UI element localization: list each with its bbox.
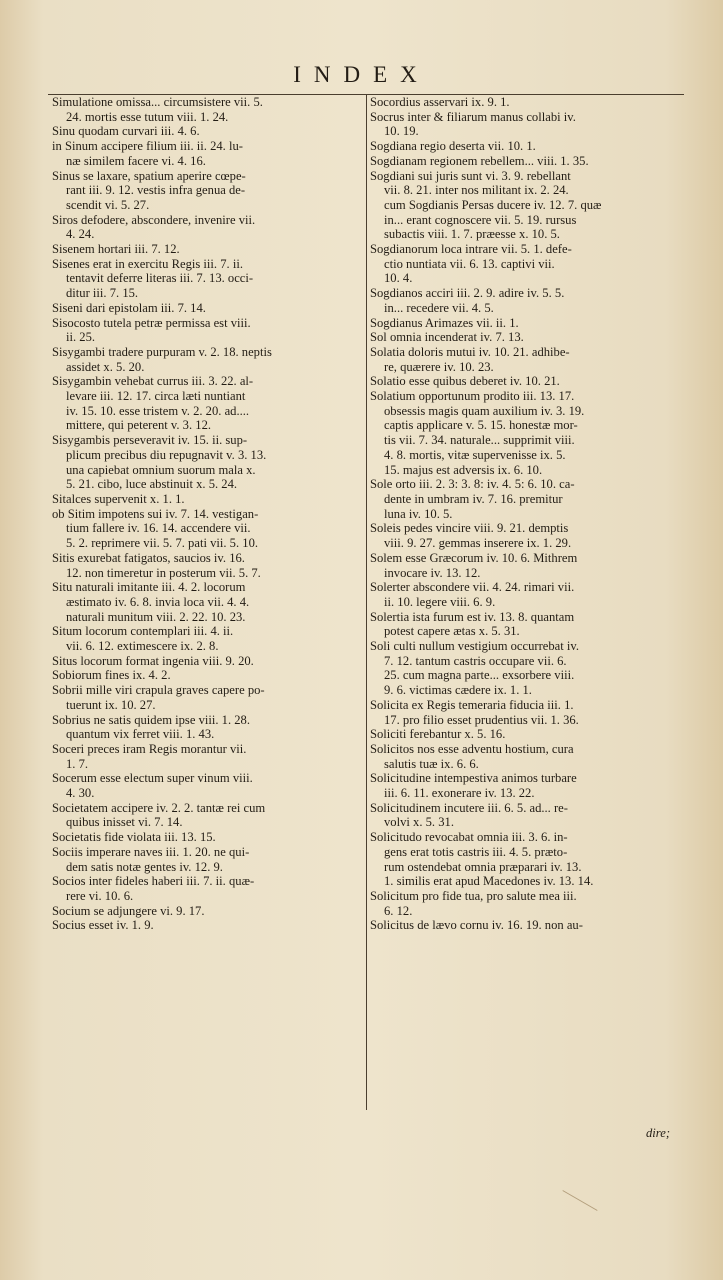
entry-continuation-line: ii. 25. xyxy=(66,330,96,345)
entry-line: Sobiorum fines ix. 4. 2. xyxy=(52,668,171,683)
entry-line: Situs locorum format ingenia viii. 9. 20. xyxy=(52,653,254,668)
entry-line: Solicita ex Regis temeraria fiducia iii. 1. xyxy=(370,697,574,712)
entry-line: Sobrius ne satis quidem ipse viii. 1. 28. xyxy=(52,712,250,727)
entry-line: Situ naturali imitante iii. 4. 2. locorum xyxy=(52,580,246,595)
entry-line: Solicitudinem incutere iii. 6. 5. ad... re- xyxy=(370,800,568,815)
entry-continuation-line: 1. similis erat apud Macedones iv. 13. 14. xyxy=(384,874,594,889)
entry-line: Solicitos nos esse adventu hostium, cura xyxy=(370,741,574,756)
index-entry xyxy=(370,110,682,139)
entry-line: Situm locorum contemplari iii. 4. ii. xyxy=(52,624,234,639)
index-entry xyxy=(370,477,682,521)
entry-continuation-line: tuerunt ix. 10. 27. xyxy=(66,697,156,712)
entry-line: Sitis exurebat fatigatos, saucios iv. 16. xyxy=(52,550,245,565)
entry-continuation-line: assidet x. 5. 20. xyxy=(66,359,145,374)
entry-continuation-line: næ similem facere vi. 4. 16. xyxy=(66,153,206,168)
entry-line: Solatio esse quibus deberet iv. 10. 21. xyxy=(370,374,560,389)
entry-continuation-line: dente in umbram iv. 7. 16. premitur xyxy=(384,491,563,506)
entry-line: Sisygambin vehebat currus iii. 3. 22. al- xyxy=(52,374,254,389)
entry-continuation-line: 7. 12. tantum castris occupare vii. 6. xyxy=(384,653,567,668)
entry-line: Societatem accipere iv. 2. 2. tantæ rei cum xyxy=(52,800,266,815)
entry-continuation-line: salutis tuæ ix. 6. 6. xyxy=(384,756,479,771)
entry-continuation-line: rere vi. 10. 6. xyxy=(66,888,134,903)
index-entry xyxy=(370,521,682,550)
entry-line: Siros defodere, abscondere, invenire vii. xyxy=(52,212,256,227)
entry-line: Simulatione omissa... circumsistere vii. 5. xyxy=(52,95,263,109)
entry-line: in Sinum accipere filium iii. ii. 24. lu- xyxy=(52,139,243,154)
entry-continuation-line: plicum precibus diu repugnavit v. 3. 13. xyxy=(66,447,267,462)
index-entry xyxy=(52,624,357,653)
entry-continuation-line: 9. 6. victimas cædere ix. 1. 1. xyxy=(384,683,532,698)
entry-continuation-line: dem satis notæ gentes iv. 12. 9. xyxy=(66,859,223,874)
entry-line: Soli culti nullum vestigium occurrebat iv. xyxy=(370,639,580,654)
entry-continuation-line: re, quærere iv. 10. 23. xyxy=(384,359,494,374)
entry-line: Sogdianam regionem rebellem... viii. 1. 35. xyxy=(370,153,589,168)
entry-line: Sogdiani sui juris sunt vi. 3. 9. rebellant xyxy=(370,168,571,183)
entry-continuation-line: quantum vix ferret viii. 1. 43. xyxy=(66,727,215,742)
entry-line: Sitalces supervenit x. 1. 1. xyxy=(52,491,185,506)
index-entry xyxy=(52,845,357,874)
entry-continuation-line: subactis viii. 1. 7. præesse x. 10. 5. xyxy=(384,227,560,242)
index-entry xyxy=(370,801,682,830)
entry-line: ob Sitim impotens sui iv. 7. 14. vestigan- xyxy=(52,506,259,521)
index-entry xyxy=(370,242,682,286)
index-entry xyxy=(52,742,357,771)
entry-line: Soceri preces iram Regis morantur vii. xyxy=(52,741,247,756)
entry-continuation-line: cum Sogdianis Persas ducere iv. 12. 7. quæ xyxy=(384,197,602,212)
entry-continuation-line: vii. 8. 21. inter nos militant ix. 2. 24. xyxy=(384,183,569,198)
index-entry xyxy=(52,301,357,316)
entry-continuation-line: iv. 15. 10. esse tristem v. 2. 20. ad.... xyxy=(66,403,250,418)
index-entry xyxy=(370,154,682,169)
entry-line: Sobrii mille viri crapula graves capere po- xyxy=(52,683,265,698)
entry-line: Solicitum pro fide tua, pro salute mea iii. xyxy=(370,888,577,903)
entry-line: Socerum esse electum super vinum viii. xyxy=(52,771,253,786)
entry-line: Sinus se laxare, spatium aperire cœpe- xyxy=(52,168,246,183)
entry-line: Soleis pedes vincire viii. 9. 21. demptis xyxy=(370,521,569,536)
index-entry xyxy=(370,330,682,345)
page-title: INDEX xyxy=(293,62,430,87)
index-entry xyxy=(52,683,357,712)
index-entry xyxy=(52,95,357,124)
entry-line: Soliciti ferebantur x. 5. 16. xyxy=(370,727,506,742)
entry-continuation-line: 4. 30. xyxy=(66,786,95,801)
entry-line: Sogdiana regio deserta vii. 10. 1. xyxy=(370,139,536,154)
entry-continuation-line: 25. cum magna parte... exsorbere viii. xyxy=(384,668,575,683)
entry-continuation-line: tis vii. 7. 34. naturale... supprimit viii. xyxy=(384,433,575,448)
entry-line: Sisygambis perseveravit iv. 15. ii. sup- xyxy=(52,433,248,448)
entry-continuation-line: ctio nuntiata vii. 6. 13. captivi vii. xyxy=(384,256,555,271)
index-entry xyxy=(370,95,682,110)
index-entry xyxy=(370,551,682,580)
index-entry xyxy=(52,551,357,580)
entry-line: Sisygambi tradere purpuram v. 2. 18. neptis xyxy=(52,344,272,359)
entry-continuation-line: levare iii. 12. 17. circa læti nuntiant xyxy=(66,389,246,404)
index-entry xyxy=(370,286,682,315)
index-entry xyxy=(52,830,357,845)
entry-line: Sinu quodam curvari iii. 4. 6. xyxy=(52,124,200,139)
entry-continuation-line: luna iv. 10. 5. xyxy=(384,506,453,521)
index-entry xyxy=(52,874,357,903)
index-entry xyxy=(52,139,357,168)
entry-continuation-line: æstimato iv. 6. 8. invia loca vii. 4. 4. xyxy=(66,594,250,609)
index-entry xyxy=(52,507,357,551)
index-entry xyxy=(52,668,357,683)
entry-line: Sogdianos acciri iii. 2. 9. adire iv. 5. 5. xyxy=(370,286,565,301)
index-entry xyxy=(52,124,357,139)
entry-line: Sogdianus Arimazes vii. ii. 1. xyxy=(370,315,519,330)
entry-continuation-line: invocare iv. 13. 12. xyxy=(384,565,481,580)
paper-crease xyxy=(562,1190,597,1211)
index-entry xyxy=(52,713,357,742)
entry-line: Solem esse Græcorum iv. 10. 6. Mithrem xyxy=(370,550,578,565)
entry-line: Socrus inter & filiarum manus collabi iv. xyxy=(370,109,576,124)
entry-continuation-line: viii. 9. 27. gemmas inserere ix. 1. 29. xyxy=(384,536,572,551)
entry-continuation-line: in... erant cognoscere vii. 5. 19. rursus xyxy=(384,212,577,227)
entry-continuation-line: una capiebat omnium suorum mala x. xyxy=(66,462,256,477)
index-entry xyxy=(52,242,357,257)
index-entry xyxy=(52,374,357,433)
entry-continuation-line: ditur iii. 7. 15. xyxy=(66,286,139,301)
entry-line: Solicitudine intempestiva animos turbare xyxy=(370,771,577,786)
entry-continuation-line: mittere, qui peterent v. 3. 12. xyxy=(66,418,212,433)
entry-line: Siseni dari epistolam iii. 7. 14. xyxy=(52,300,206,315)
entry-continuation-line: 5. 2. reprimere vii. 5. 7. pati vii. 5. 10. xyxy=(66,536,259,551)
index-column-left xyxy=(52,95,357,933)
index-entry xyxy=(370,389,682,477)
catchword: dire; xyxy=(646,1126,671,1140)
entry-line: Solerter abscondere vii. 4. 24. rimari vii. xyxy=(370,580,575,595)
index-entry xyxy=(52,801,357,830)
entry-continuation-line: 10. 4. xyxy=(384,271,413,286)
entry-continuation-line: 17. pro filio esset prudentius vii. 1. 36. xyxy=(384,712,579,727)
index-entry xyxy=(370,918,682,933)
entry-continuation-line: 4. 8. mortis, vitæ supervenisse ix. 5. xyxy=(384,447,566,462)
index-entry xyxy=(370,698,682,727)
entry-continuation-line: volvi x. 5. 31. xyxy=(384,815,454,830)
index-entry xyxy=(370,771,682,800)
entry-continuation-line: potest capere ætas x. 5. 31. xyxy=(384,624,520,639)
entry-line: Sisenes erat in exercitu Regis iii. 7. ii. xyxy=(52,256,243,271)
entry-continuation-line: iii. 6. 11. exonerare iv. 13. 22. xyxy=(384,786,535,801)
index-entry xyxy=(52,257,357,301)
index-entry xyxy=(370,889,682,918)
entry-line: Societatis fide violata iii. 13. 15. xyxy=(52,830,216,845)
index-column-right xyxy=(370,95,682,933)
index-entry xyxy=(370,345,682,374)
index-entry xyxy=(370,830,682,889)
column-divider xyxy=(366,95,367,1110)
entry-line: Solatium opportunum prodito iii. 13. 17. xyxy=(370,389,575,404)
entry-continuation-line: rant iii. 9. 12. vestis infra genua de- xyxy=(66,183,246,198)
entry-continuation-line: obsessis magis quam auxilium iv. 3. 19. xyxy=(384,403,585,418)
entry-line: Solicitudo revocabat omnia iii. 3. 6. in- xyxy=(370,830,568,845)
entry-line: Sol omnia incenderat iv. 7. 13. xyxy=(370,330,524,345)
entry-line: Socium se adjungere vi. 9. 17. xyxy=(52,903,205,918)
index-entry xyxy=(52,492,357,507)
entry-continuation-line: gens erat totis castris iii. 4. 5. præto- xyxy=(384,844,568,859)
index-entry xyxy=(370,742,682,771)
index-entry xyxy=(370,639,682,698)
index-entry xyxy=(370,374,682,389)
entry-continuation-line: 24. mortis esse tutum viii. 1. 24. xyxy=(66,109,229,124)
entry-continuation-line: 6. 12. xyxy=(384,903,413,918)
entry-continuation-line: tium fallere iv. 16. 14. accendere vii. xyxy=(66,521,251,536)
index-entry xyxy=(52,771,357,800)
index-entry xyxy=(52,316,357,345)
index-entry xyxy=(52,169,357,213)
entry-continuation-line: 10. 19. xyxy=(384,124,419,139)
index-entry xyxy=(370,139,682,154)
entry-continuation-line: tentavit deferre literas iii. 7. 13. occi- xyxy=(66,271,254,286)
entry-line: Socios inter fideles haberi iii. 7. ii. quæ- xyxy=(52,874,255,889)
entry-line: Solatia doloris mutui iv. 10. 21. adhibe- xyxy=(370,344,570,359)
index-entry xyxy=(370,727,682,742)
index-entry xyxy=(52,918,357,933)
entry-continuation-line: 5. 21. cibo, luce abstinuit x. 5. 24. xyxy=(66,477,238,492)
entry-continuation-line: naturali munitum viii. 2. 22. 10. 23. xyxy=(66,609,246,624)
index-entry xyxy=(370,610,682,639)
entry-line: Sisocosto tutela petræ permissa est viii. xyxy=(52,315,251,330)
index-entry xyxy=(370,169,682,243)
entry-line: Sociis imperare naves iii. 1. 20. ne qui- xyxy=(52,844,250,859)
entry-continuation-line: 12. non timeretur in posterum vii. 5. 7. xyxy=(66,565,261,580)
entry-continuation-line: quibus inisset vi. 7. 14. xyxy=(66,815,183,830)
entry-continuation-line: 1. 7. xyxy=(66,756,89,771)
entry-line: Sole orto iii. 2. 3: 3. 8: iv. 4. 5: 6. 10. ca- xyxy=(370,477,575,492)
entry-continuation-line: captis applicare v. 5. 15. honestæ mor- xyxy=(384,418,578,433)
entry-continuation-line: scendit vi. 5. 27. xyxy=(66,197,150,212)
entry-line: Solicitus de lævo cornu iv. 16. 19. non au- xyxy=(370,918,583,933)
index-entry xyxy=(52,580,357,624)
index-entry xyxy=(52,213,357,242)
entry-continuation-line: 4. 24. xyxy=(66,227,95,242)
entry-continuation-line: 15. majus est adversis ix. 6. 10. xyxy=(384,462,543,477)
entry-line: Solertia ista furum est iv. 13. 8. quantam xyxy=(370,609,575,624)
index-entry xyxy=(370,316,682,331)
entry-continuation-line: rum ostendebat omnia præparari iv. 13. xyxy=(384,859,582,874)
entry-line: Sogdianorum loca intrare vii. 5. 1. defe- xyxy=(370,242,572,257)
entry-line: Socordius asservari ix. 9. 1. xyxy=(370,95,510,109)
index-entry xyxy=(52,345,357,374)
entry-continuation-line: ii. 10. legere viii. 6. 9. xyxy=(384,594,496,609)
entry-continuation-line: in... recedere vii. 4. 5. xyxy=(384,300,494,315)
index-entry xyxy=(52,654,357,669)
index-entry xyxy=(370,580,682,609)
index-entry xyxy=(52,433,357,492)
index-entry xyxy=(52,904,357,919)
entry-line: Socius esset iv. 1. 9. xyxy=(52,918,154,933)
entry-line: Sisenem hortari iii. 7. 12. xyxy=(52,242,180,257)
entry-continuation-line: vii. 6. 12. extimescere ix. 2. 8. xyxy=(66,639,219,654)
